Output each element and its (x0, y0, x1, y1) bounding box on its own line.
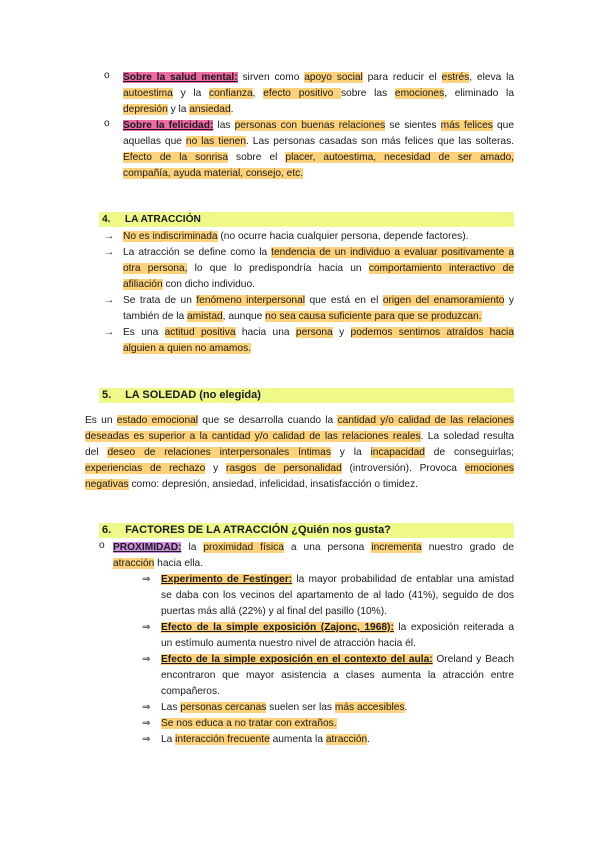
arrow-bullet-icon: → (104, 231, 115, 242)
text-run: (introversión). Provoca (341, 463, 465, 474)
section-number: 4. (102, 214, 111, 225)
text-run: las (213, 120, 235, 131)
highlighted-text: rasgos de personalidad (225, 463, 342, 474)
text-run: y (205, 463, 226, 474)
text-run: , aunque (222, 311, 266, 322)
text-run: se sientes (385, 120, 441, 131)
text-run: Se trata de un (123, 295, 197, 306)
highlighted-text: no sea causa suficiente para que se produzcan. (265, 311, 482, 322)
arrow-list-item (104, 325, 514, 357)
text-line (85, 445, 514, 461)
highlighted-text: emociones (394, 88, 445, 99)
highlighted-text: interacción frecuente (175, 734, 270, 745)
text-run: Las (161, 702, 181, 713)
text-line (161, 732, 514, 748)
highlighted-text: cantidad y/o calidad de las relaciones (337, 415, 514, 426)
text-line (85, 429, 514, 445)
section-4-list (104, 229, 514, 357)
text-run: un estímulo aumenta nuestro nivel de atracción hacia él. (161, 638, 416, 649)
highlighted-text: estrés (441, 72, 470, 83)
implies-arrow-icon: ⇒ (142, 654, 151, 665)
highlighted-text: más felices (440, 120, 493, 131)
text-line (161, 604, 514, 620)
highlighted-text: efecto positivo (263, 88, 341, 99)
text-run: sirven como (237, 72, 305, 83)
text-run: , eliminado la (444, 88, 514, 99)
highlighted-text: proximidad física (203, 542, 284, 553)
text-run: . (367, 734, 371, 745)
text-run: que se desarrolla cuando la (198, 415, 338, 426)
text-line (161, 700, 514, 716)
text-run: aquellas que (123, 136, 186, 147)
highlighted-text: negativas (85, 479, 129, 490)
highlighted-text: incapacidad (370, 447, 425, 458)
highlighted-text: experiencias de rechazo (85, 463, 206, 474)
lead-label: PROXIMIDAD: (113, 542, 182, 553)
text-run: , eleva la (469, 72, 515, 83)
highlighted-text: fenómeno interpersonal (196, 295, 306, 306)
text-line (123, 245, 514, 261)
text-run: hacia una (235, 327, 296, 338)
text-run: aumenta la (269, 734, 326, 745)
text-line (161, 716, 514, 732)
text-line (123, 102, 514, 118)
highlighted-text: más accesibles (334, 702, 405, 713)
text-run: hacia ella. (154, 558, 204, 569)
text-run: la (181, 542, 204, 553)
text-line (85, 461, 514, 477)
text-line (123, 341, 514, 357)
arrow-list-item (104, 245, 514, 293)
text-line (85, 477, 514, 493)
section-heading (99, 388, 514, 403)
implies-arrow-icon: ⇒ (142, 622, 151, 633)
text-line (123, 70, 514, 86)
highlighted-text: personas cercanas (180, 702, 267, 713)
text-run: a una persona (283, 542, 372, 553)
text-run: Oreland y Beach (432, 654, 514, 665)
text-line (123, 325, 514, 341)
text-run: y la (167, 104, 190, 115)
lead-label: Experimento de Festinger: (161, 574, 293, 585)
text-run: . La soledad resulta (420, 431, 515, 442)
text-line (161, 652, 514, 668)
implies-arrow-icon: ⇒ (142, 574, 151, 585)
text-run: Es un (85, 415, 117, 426)
text-run: se daba con los vecinos del apartamento de al lado (41%), seguido de dos (161, 590, 514, 601)
text-run: y (504, 295, 514, 306)
section-heading (99, 212, 514, 227)
highlighted-text: apoyo social (304, 72, 363, 83)
text-line (123, 134, 514, 150)
text-run: nuestro grado de (421, 542, 514, 553)
implies-list-item (142, 700, 514, 716)
text-run: la exposición reiterada a (393, 622, 514, 633)
highlighted-text: personas con buenas relaciones (234, 120, 386, 131)
highlighted-text: atracción (325, 734, 368, 745)
highlighted-text: deseo de relaciones interpersonales íntimas (107, 447, 331, 458)
text-run: lo que lo predispondría hacia un (187, 263, 369, 274)
implies-list-item (142, 572, 514, 620)
highlighted-text: no las tienen (185, 136, 246, 147)
implies-list-item (142, 620, 514, 652)
section-title: LA SOLEDAD (no elegida) (125, 389, 261, 401)
section-6-sublist (142, 572, 514, 748)
highlighted-text: Se nos educa a no tratar con extraños. (161, 718, 337, 729)
highlighted-text: podemos sentirnos atraídos hacia (350, 327, 514, 338)
text-run: La atracción se define como la (123, 247, 272, 258)
highlighted-text: Efecto de la sonrisa (123, 152, 228, 163)
lead-label: Sobre la felicidad: (123, 120, 214, 131)
lead-label: Sobre la salud mental: (123, 72, 238, 83)
highlighted-text: deseadas es superior a la cantidad y/o calidad de las relaciones reales (85, 431, 421, 442)
highlighted-text: No es indiscriminada (123, 231, 218, 242)
text-line (161, 636, 514, 652)
text-run: sobre las (340, 88, 395, 99)
section-title: FACTORES DE LA ATRACCIÓN ¿Quién nos gusta? (125, 524, 391, 536)
highlighted-text: otra persona, (123, 263, 188, 274)
text-line (161, 668, 514, 684)
text-line (161, 620, 514, 636)
highlighted-text: alguien a quien no amamos. (123, 343, 251, 354)
text-run: . (404, 702, 408, 713)
text-line (123, 229, 514, 245)
text-line (161, 684, 514, 700)
text-line (123, 293, 514, 309)
section-number: 6. (102, 524, 112, 536)
highlighted-text: placer, autoestima, necesidad de ser amado, (285, 152, 514, 163)
text-run: del (85, 447, 108, 458)
text-line (123, 309, 514, 325)
highlighted-text: estado emocional (116, 415, 199, 426)
text-line (123, 166, 514, 182)
section-number: 5. (102, 389, 112, 401)
implies-list-item (142, 652, 514, 700)
text-run: de conseguirlas; (424, 447, 514, 458)
section-title: LA ATRACCIÓN (124, 214, 201, 225)
text-run: también de la (123, 311, 187, 322)
lead-label: Efecto de la simple exposición (Zajonc, 1968): (161, 622, 394, 633)
text-run: encontraron que mayor asistencia a clases aumenta la atracción entre (161, 670, 514, 681)
text-run: suelen ser las (266, 702, 335, 713)
highlighted-text: tendencia de un individuo a evaluar positivamente a (271, 247, 514, 258)
circle-bullet-icon: o (104, 70, 110, 81)
section-5-paragraph (85, 413, 514, 493)
highlighted-text: afiliación (123, 279, 163, 290)
highlighted-text: emociones (464, 463, 514, 474)
text-line (113, 556, 514, 572)
arrow-list-item (104, 293, 514, 325)
text-run: La (161, 734, 176, 745)
text-run: puertas más allá (22%) y al final del pasillo (10%). (161, 606, 387, 617)
circle-bullet-icon: o (104, 118, 110, 129)
text-run: la mayor probabilidad de entablar una amistad (292, 574, 514, 585)
text-run: como: depresión, ansiedad, infelicidad, insatisfacción o timidez. (128, 479, 418, 490)
text-line (113, 540, 514, 556)
text-run: Es una (123, 327, 165, 338)
highlighted-text: persona (295, 327, 333, 338)
text-line (161, 572, 514, 588)
implies-list-item (142, 716, 514, 732)
proximity-item (99, 540, 514, 572)
text-run: con dicho individuo. (162, 279, 255, 290)
text-line (123, 277, 514, 293)
text-run: y (332, 327, 351, 338)
text-run: para reducir el (362, 72, 442, 83)
highlighted-text: origen del enamoramiento (382, 295, 505, 306)
highlighted-text: actitud positiva (164, 327, 236, 338)
text-run: . (230, 104, 234, 115)
implies-arrow-icon: ⇒ (142, 718, 151, 729)
text-run: . Las personas casadas son más felices que las solteras. (246, 136, 515, 147)
highlighted-text: compañía, ayuda material, consejo, etc. (123, 168, 304, 179)
text-run: (no ocurre hacia cualquier persona, depende factores). (217, 231, 469, 242)
text-run: y la (330, 447, 371, 458)
highlighted-text: comportamiento interactivo de (368, 263, 515, 274)
bullet-item-felicidad (104, 118, 514, 182)
implies-list-item (142, 732, 514, 748)
highlighted-text: amistad (187, 311, 223, 322)
highlighted-text: incrementa (371, 542, 422, 553)
highlighted-text: ansiedad (189, 104, 231, 115)
lead-label: Efecto de la simple exposición en el contexto del aula: (161, 654, 433, 665)
text-line (85, 413, 514, 429)
text-line (123, 150, 514, 166)
text-run: que (492, 120, 514, 131)
text-line (123, 86, 514, 102)
text-line (123, 118, 514, 134)
text-line (161, 588, 514, 604)
arrow-bullet-icon: → (104, 295, 115, 306)
section-heading (99, 523, 514, 538)
circle-bullet-icon: o (99, 540, 105, 551)
highlighted-text: depresión (123, 104, 168, 115)
text-run: compañeros. (161, 686, 220, 697)
implies-arrow-icon: ⇒ (142, 734, 151, 745)
arrow-list-item (104, 229, 514, 245)
highlighted-text: autoestima (123, 88, 173, 99)
highlighted-text: confianza (209, 88, 253, 99)
text-run: , (252, 88, 264, 99)
arrow-bullet-icon: → (104, 247, 115, 258)
arrow-bullet-icon: → (104, 327, 115, 338)
text-line (123, 261, 514, 277)
text-run: y la (172, 88, 210, 99)
text-run: sobre el (227, 152, 286, 163)
highlighted-text: atracción (113, 558, 155, 569)
bullet-item-salud (104, 70, 514, 118)
implies-arrow-icon: ⇒ (142, 702, 151, 713)
text-run: que está en el (305, 295, 383, 306)
